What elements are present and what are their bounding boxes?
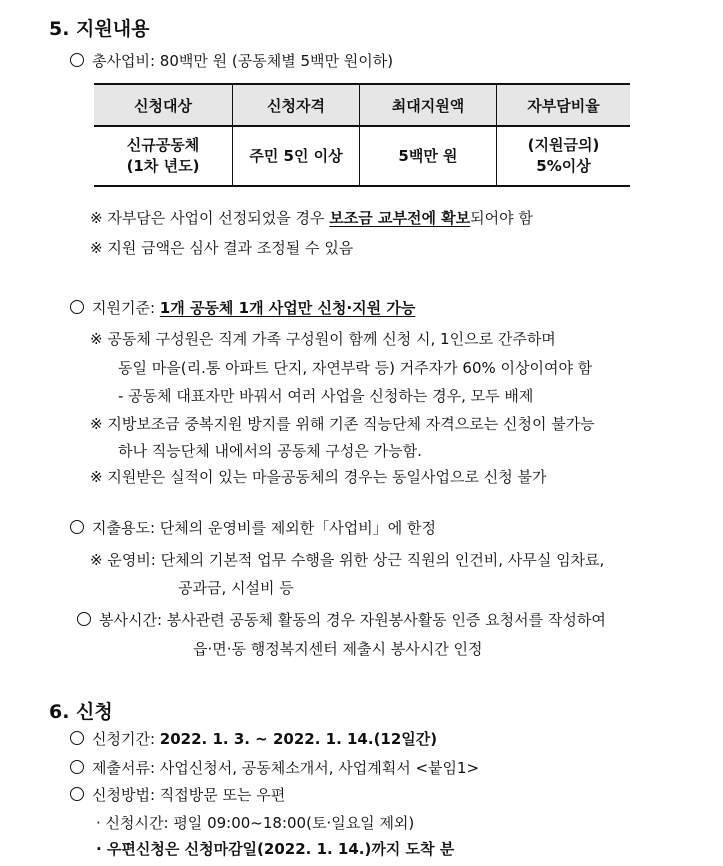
documents-line [70,757,479,778]
criteria-note-3: ※ 지방보조금 중복지원 방지를 위해 기존 직능단체 자격으로는 신청이 불가능 [90,415,595,433]
cell-ratio [497,126,631,186]
criteria-note-4: 하나 직능단체 내에서의 공동체 구성은 가능함. [118,442,422,460]
support-table-header-row [94,84,630,126]
volunteer-text: 봉사시간: 봉사관련 공동체 활동의 경우 자원봉사활동 인증 요청서를 작성하여 [99,611,606,629]
criteria-note-0: ※ 공동체 구성원은 직계 가족 구성원이 함께 신청 시, 1인으로 간주하며 [90,330,556,348]
method-text: 신청방법: 직접방문 또는 우편 [92,786,286,804]
cell-ratio-line1: (지원금의) [527,136,600,154]
self-burden-note [90,207,533,228]
criteria-label: 지원기준: [92,299,160,317]
mail-line: · 우편신청은 신청마감일(2022. 1. 14.)까지 도착 분 [96,840,455,858]
support-table [94,83,630,187]
operating-cost-note-line1: ※ 운영비: 단체의 기본적 업무 수행을 위한 상근 직원의 인건비, 사무실 임차료, [90,551,605,569]
volunteer-line [77,609,606,630]
hours-line: · 신청시간: 평일 09:00~18:00(토·일요일 제외) [96,814,415,832]
self-burden-note-emphasis: 보조금 교부전에 확보 [329,209,471,227]
self-burden-note-post: 되어야 함 [470,209,533,227]
total-budget-line [70,50,393,71]
amount-adjust-note: ※ 지원 금액은 심사 결과 조정될 수 있음 [90,239,354,257]
header-max-support: 최대지원액 [360,84,497,126]
period-value: 2022. 1. 3. ~ 2022. 1. 14.(12일간) [159,730,438,748]
method-line [70,784,285,805]
support-table-row [94,126,630,186]
criteria-note-2: - 공동체 대표자만 바꿔서 여러 사업을 신청하는 경우, 모두 배제 [118,387,534,405]
cell-target [94,126,233,186]
cell-max-support: 5백만 원 [360,126,497,186]
total-budget-text: 총사업비: 80백만 원 (공동체별 5백만 원이하) [92,52,394,70]
circle-bullet-icon [70,760,84,774]
circle-bullet-icon [77,612,91,626]
operating-cost-note-line2: 공과금, 시설비 등 [178,579,294,597]
cell-ratio-line2: 5%이상 [536,157,591,175]
self-burden-note-pre: ※ 자부담은 사업이 선정되었을 경우 [90,209,330,227]
cell-target-line1: 신규공동체 [126,136,200,154]
expense-use-text: 지출용도: 단체의 운영비를 제외한「사업비」에 한정 [92,519,436,537]
circle-bullet-icon [70,53,84,67]
header-qualification: 신청자격 [233,84,360,126]
criteria-value: 1개 공동체 1개 사업만 신청·지원 가능 [159,299,416,317]
circle-bullet-icon [70,731,84,745]
header-ratio: 자부담비율 [497,84,631,126]
period-line [70,728,437,749]
cell-target-line2: (1차 년도) [126,157,200,175]
header-target: 신청대상 [94,84,233,126]
circle-bullet-icon [70,300,84,314]
section5-heading: 5. 지원내용 [49,18,150,40]
circle-bullet-icon [70,787,84,801]
circle-bullet-icon [70,520,84,534]
criteria-line [70,297,415,318]
period-label: 신청기간: [92,730,160,748]
expense-use-line [70,517,436,538]
volunteer-line2: 읍·면·동 행정복지센터 제출시 봉사시간 인정 [193,640,483,658]
section6-heading: 6. 신청 [49,701,113,723]
documents-text: 제출서류: 사업신청서, 공동체소개서, 사업계획서 <붙임1> [92,759,480,777]
criteria-note-5: ※ 지원받은 실적이 있는 마을공동체의 경우는 동일사업으로 신청 불가 [90,468,547,486]
criteria-note-1: 동일 마을(리.통 아파트 단지, 자연부락 등) 거주자가 60% 이상이여야 함 [118,359,593,377]
cell-qualification: 주민 5인 이상 [233,126,360,186]
